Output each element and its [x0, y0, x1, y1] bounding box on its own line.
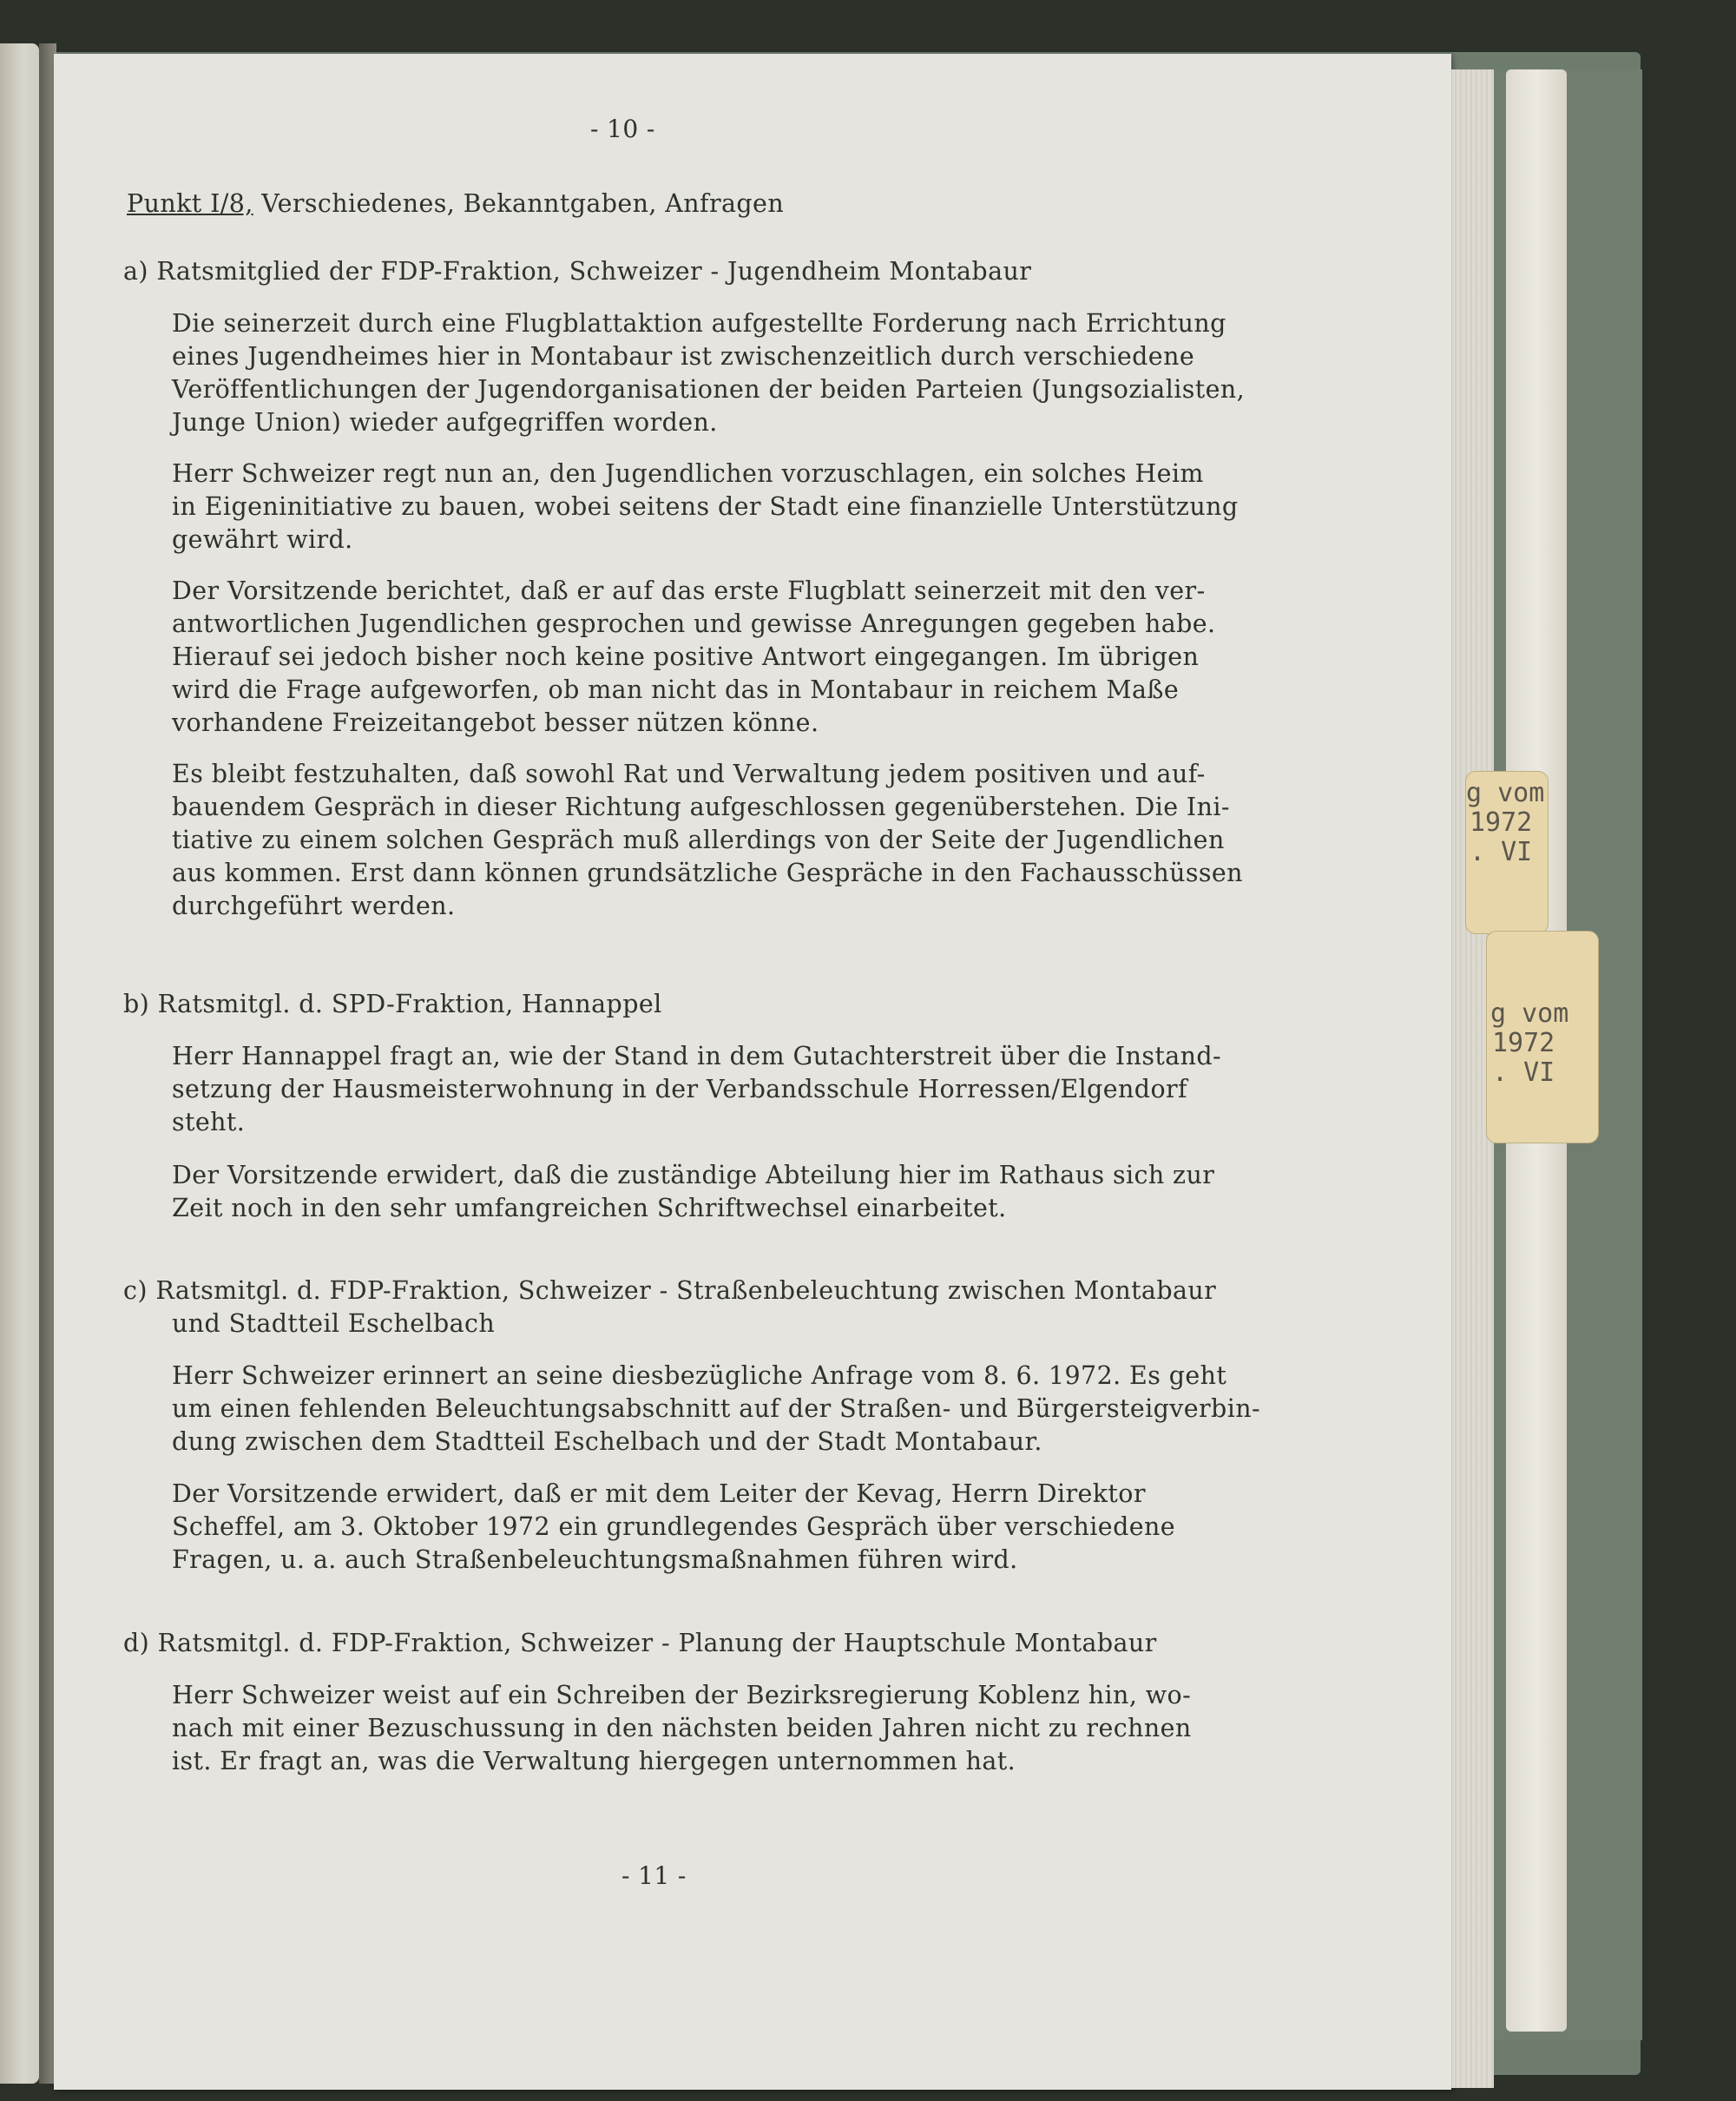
- text-line: Herr Hannappel fragt an, wie der Stand in dem Gutachterstreit über die Instand-: [172, 1042, 1222, 1070]
- text-line: um einen fehlenden Beleuchtungsabschnitt auf der Straßen- und Bürgersteigverbin-: [172, 1394, 1260, 1423]
- text-line: Der Vorsitzende erwidert, daß er mit dem Leiter der Kevag, Herrn Direktor: [172, 1479, 1146, 1508]
- paragraph: [172, 1040, 1326, 1139]
- text-line: in Eigeninitiative zu bauen, wobei seitens der Stadt eine finanzielle Unterstützung: [172, 492, 1239, 521]
- paragraph: [172, 1159, 1326, 1225]
- text-line: nach mit einer Bezuschussung in den nächsten beiden Jahren nicht zu rechnen: [172, 1714, 1192, 1742]
- heading-title: Verschiedenes, Bekanntgaben, Anfragen: [261, 189, 785, 218]
- paragraph: [172, 307, 1326, 439]
- tab-line: 1972: [1470, 807, 1533, 838]
- text-line: Scheffel, am 3. Oktober 1972 ein grundlegendes Gespräch über verschiedene: [172, 1512, 1176, 1541]
- paragraph: [172, 1360, 1326, 1459]
- paragraph: [172, 758, 1326, 923]
- text-line: ist. Er fragt an, was die Verwaltung hiergegen unternommen hat.: [172, 1747, 1016, 1775]
- tab-line: . VI: [1470, 837, 1533, 867]
- section-heading: [127, 189, 784, 218]
- paragraph: [172, 458, 1326, 557]
- item-a-label: a) Ratsmitglied der FDP-Fraktion, Schweizer - Jugendheim Montabaur: [123, 257, 1032, 286]
- paragraph: [172, 1679, 1326, 1778]
- paragraph: [172, 1478, 1326, 1577]
- text-line: Herr Schweizer regt nun an, den Jugendlichen vorzuschlagen, ein solches Heim: [172, 459, 1204, 488]
- text-line: bauendem Gespräch in dieser Richtung aufgeschlossen gegenüberstehen. Die Ini-: [172, 793, 1230, 821]
- text-line: wird die Frage aufgeworfen, ob man nicht das in Montabaur in reichem Maße: [172, 675, 1180, 704]
- text-line: Hierauf sei jedoch bisher noch keine positive Antwort eingegangen. Im übrigen: [172, 642, 1200, 671]
- tab-line: . VI: [1492, 1057, 1555, 1088]
- paragraph: [172, 575, 1326, 740]
- text-line: Die seinerzeit durch eine Flugblattaktion aufgestellte Forderung nach Errichtung: [172, 309, 1226, 338]
- text-line: antwortlichen Jugendlichen gesprochen und gewisse Anregungen gegeben habe.: [172, 609, 1216, 638]
- text-line: aus kommen. Erst dann können grundsätzliche Gespräche in den Fachausschüssen: [172, 859, 1243, 887]
- item-b-label: b) Ratsmitgl. d. SPD-Fraktion, Hannappel: [123, 990, 662, 1018]
- item-d-label: d) Ratsmitgl. d. FDP-Fraktion, Schweizer - Planung der Hauptschule Montabaur: [123, 1629, 1157, 1657]
- heading-prefix: Punkt I/8,: [127, 189, 253, 218]
- text-line: gewährt wird.: [172, 525, 353, 554]
- page-number: - 10 -: [590, 115, 655, 143]
- tab-line: g vom: [1490, 998, 1569, 1029]
- text-line: Der Vorsitzende berichtet, daß er auf das erste Flugblatt seinerzeit mit den ver-: [172, 576, 1206, 605]
- text-line: Fragen, u. a. auch Straßenbeleuchtungsmaßnahmen führen wird.: [172, 1545, 1018, 1574]
- text-line: Der Vorsitzende erwidert, daß die zuständige Abteilung hier im Rathaus sich zur: [172, 1161, 1215, 1189]
- text-line: Junge Union) wieder aufgegriffen worden.: [172, 408, 718, 437]
- text-line: dung zwischen dem Stadtteil Eschelbach und der Stadt Montabaur.: [172, 1427, 1042, 1456]
- tab-line: 1972: [1492, 1028, 1555, 1058]
- text-line: eines Jugendheimes hier in Montabaur ist zwischenzeitlich durch verschiedene: [172, 342, 1195, 371]
- item-c-label-continued: und Stadtteil Eschelbach: [172, 1309, 496, 1338]
- text-line: durchgeführt werden.: [172, 892, 456, 920]
- item-c-label: c) Ratsmitgl. d. FDP-Fraktion, Schweizer - Straßenbeleuchtung zwischen Montabaur: [123, 1276, 1217, 1305]
- text-line: Es bleibt festzuhalten, daß sowohl Rat und Verwaltung jedem positiven und auf-: [172, 760, 1206, 788]
- next-page-number: - 11 -: [621, 1861, 687, 1890]
- text-line: Zeit noch in den sehr umfangreichen Schriftwechsel einarbeitet.: [172, 1194, 1007, 1222]
- text-line: steht.: [172, 1108, 246, 1136]
- text-line: Herr Schweizer erinnert an seine diesbezügliche Anfrage vom 8. 6. 1972. Es geht: [172, 1361, 1227, 1390]
- text-line: vorhandene Freizeitangebot besser nützen könne.: [172, 708, 819, 737]
- tab-line: g vom: [1466, 778, 1545, 808]
- text-line: Veröffentlichungen der Jugendorganisationen der beiden Parteien (Jungsozialisten,: [172, 375, 1246, 404]
- text-line: setzung der Hausmeisterwohnung in der Verbandsschule Horressen/Elgendorf: [172, 1075, 1187, 1103]
- text-line: Herr Schweizer weist auf ein Schreiben der Bezirksregierung Koblenz hin, wo-: [172, 1681, 1192, 1709]
- text-line: tiative zu einem solchen Gespräch muß allerdings von der Seite der Jugendlichen: [172, 826, 1225, 854]
